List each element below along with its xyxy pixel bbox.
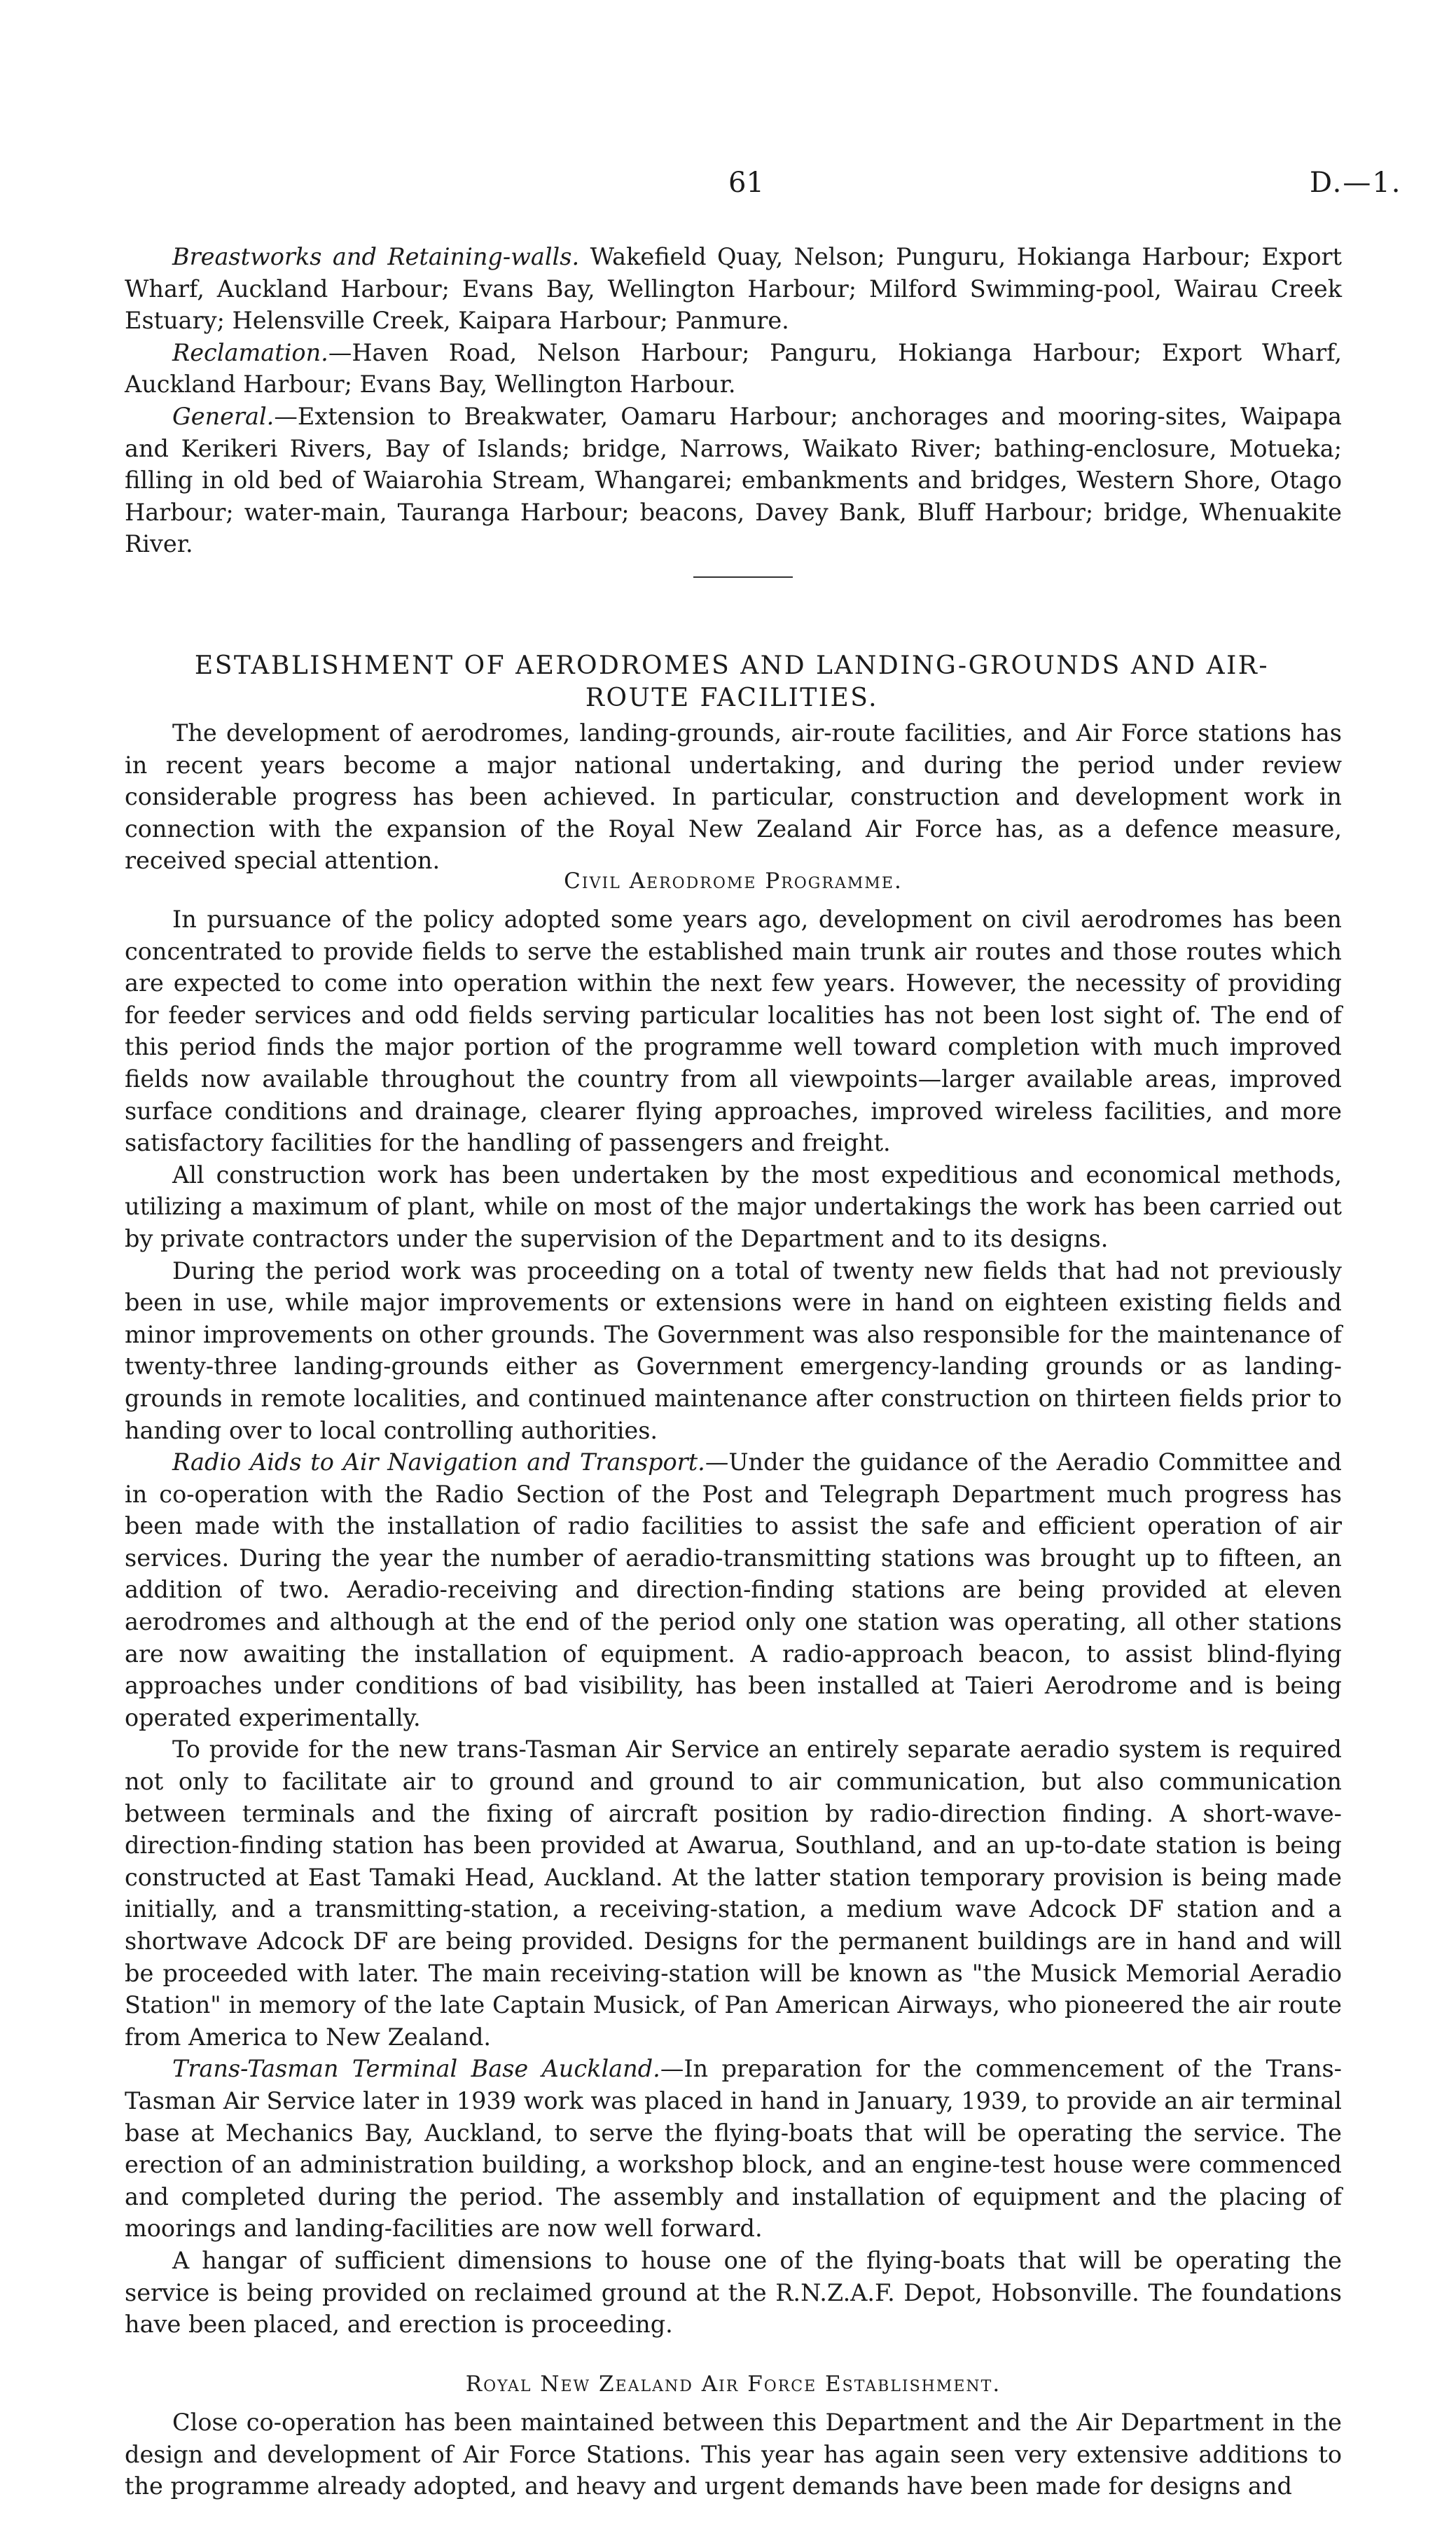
rnzaf-section	[125, 2407, 1342, 2502]
page-number: 61	[728, 167, 764, 199]
paragraph-lead: Trans-Tasman Terminal Base Auckland.	[172, 2055, 660, 2083]
rnzaf-heading: Royal New Zealand Air Force Establishment.	[465, 2372, 1001, 2397]
document-reference: D.—1.	[1310, 167, 1402, 199]
paragraph-lead: Breastworks and Retaining-walls.	[172, 243, 580, 270]
paragraph-lead: General.	[172, 402, 275, 430]
paragraph-reclamation	[125, 337, 1342, 401]
section-title: ESTABLISHMENT OF AERODROMES AND LANDING-GROUNDS AND AIR-ROUTE FACILITIES.	[194, 651, 1270, 712]
works-list	[125, 241, 1342, 560]
paragraph-radio-aids	[125, 1446, 1342, 1733]
paragraph-text: Wakefield Quay, Nelson; Punguru, Hokianga Harbour; Export Wharf, Auckland Harbour; Evans Bay, Wellington Harbour; Milford Swimming-pool, Wairau Creek Estuary; Helensville Creek, Kaipara Harbour; Panmure.	[125, 243, 1342, 335]
paragraph-rnzaf-1: Close co-operation has been maintained between this Department and the Air Department in the design and development of Air Force Stations. This year has again seen very extensive additions to the programme already adopted, and heavy and urgent demands have been made for designs and	[125, 2409, 1342, 2500]
civil-aerodrome-heading: Civil Aerodrome Programme.	[564, 868, 903, 894]
paragraph-text: —Under the guidance of the Aeradio Committee and in co-operation with the Radio Section of the Post and Telegraph Department much progress has been made with the installation of radio facilities to assist the safe and efficient operation of air services. During the year the number of aeradio-transmitting stations was brought up to fifteen, an addition of two. Aeradio-receiving and direction-finding stations are being provided at eleven aerodromes and although at the end of the period only one station was operating, all other stations are now awaiting the installation of equipment. A radio-approach beacon, to assist blind-flying approaches under conditions of bad visibility, has been installed at Taieri Aerodrome and is being operated experimentally.	[125, 1448, 1343, 1731]
paragraph-text: —Extension to Breakwater, Oamaru Harbour; anchorages and mooring-sites, Waipapa and Kerikeri Rivers, Bay of Islands; bridge, Narrows, Waikato River; bathing-enclosure, Motueka; filling in old bed of Waiarohia Stream, Whangarei; embankments and bridges, Western Shore, Otago Harbour; water-main, Tauranga Harbour; beacons, Davey Bank, Bluff Harbour; bridge, Whenuakite River.	[125, 402, 1342, 558]
section-divider	[693, 576, 793, 578]
paragraph-breastworks	[125, 241, 1342, 337]
paragraph-general	[125, 401, 1342, 560]
paragraph-lead: Radio Aids to Air Navigation and Transport.	[172, 1448, 705, 1476]
page-header	[0, 167, 1456, 209]
paragraph-civil-3: During the period work was proceeding on a total of twenty new fields that had not previously been in use, while major improvements or extensions were in hand on eighteen existing fields and minor improvements on other grounds. The Government was also responsible for the maintenance of twenty-three landing-grounds either as Government emergency-landing grounds or as landing-grounds in remote localities, and continued maintenance after construction on thirteen fields prior to handing over to local controlling authorities.	[125, 1256, 1342, 1444]
paragraph-civil-1: In pursuance of the policy adopted some years ago, development on civil aerodromes has been concentrated to provide fields to serve the established main trunk air routes and those routes which are expected to come into operation within the next few years. However, the necessity of providing for feeder services and odd fields serving particular localities has not been lost sight of. The end of this period finds the major portion of the programme well toward completion with much improved fields now available throughout the country from all viewpoints—larger available areas, improved surface conditions and drainage, clearer flying approaches, improved wireless facilities, and more satisfactory facilities for the handling of passengers and freight.	[125, 906, 1342, 1157]
paragraph-trans-tasman: To provide for the new trans-Tasman Air Service an entirely separate aeradio system is required not only to facilitate air to ground and ground to air communication, but also communication between terminals and the fixing of aircraft position by radio-direction finding. A short-wave-direction-finding station has been provided at Awarua, Southland, and an up-to-date station is being constructed at East Tamaki Head, Auckland. At the latter station temporary provision is being made initially, and a transmitting-station, a receiving-station, a medium wave Adcock DF station and a shortwave Adcock DF are being provided. Designs for the permanent buildings are in hand and will be proceeded with later. The main receiving-station will be known as "the Musick Memorial Aeradio Station" in memory of the late Captain Musick, of Pan American Airways, who pioneered the air route from America to New Zealand.	[125, 1736, 1342, 2051]
paragraph-civil-2: All construction work has been undertaken by the most expeditious and economical methods, utilizing a maximum of plant, while on most of the major undertakings the work has been carried out by private contractors under the supervision of the Department and to its designs.	[125, 1161, 1342, 1252]
paragraph-terminal-base	[125, 2053, 1342, 2245]
paragraph-text: —In preparation for the commencement of the Trans-Tasman Air Service later in 1939 work was placed in hand in January, 1939, to provide an air terminal base at Mechanics Bay, Auckland, to serve the flying-boats that will be operating the service. The erection of an administration building, a workshop block, and an engine-test house were commenced and completed during the period. The assembly and installation of equipment and the placing of moorings and landing-facilities are now well forward.	[125, 2055, 1342, 2243]
section-intro	[125, 717, 1342, 877]
paragraph-hangar: A hangar of sufficient dimensions to house one of the flying-boats that will be operating the service is being provided on reclaimed ground at the R.N.Z.A.F. Depot, Hobsonville. The foundations have been placed, and erection is proceeding.	[125, 2246, 1342, 2339]
paragraph-lead: Reclamation.	[172, 338, 328, 366]
civil-aerodrome-section	[125, 903, 1342, 2341]
paragraph-text: —Haven Road, Nelson Harbour; Panguru, Hokianga Harbour; Export Wharf, Auckland Harbour; Evans Bay, Wellington Harbour.	[125, 338, 1342, 399]
paragraph-intro: The development of aerodromes, landing-grounds, air-route facilities, and Air Force stations has in recent years become a major national undertaking, and during the period under review considerable progress has been achieved. In particular, construction and development work in connection with the expansion of the Royal New Zealand Air Force has, as a defence measure, received special attention.	[125, 719, 1342, 875]
